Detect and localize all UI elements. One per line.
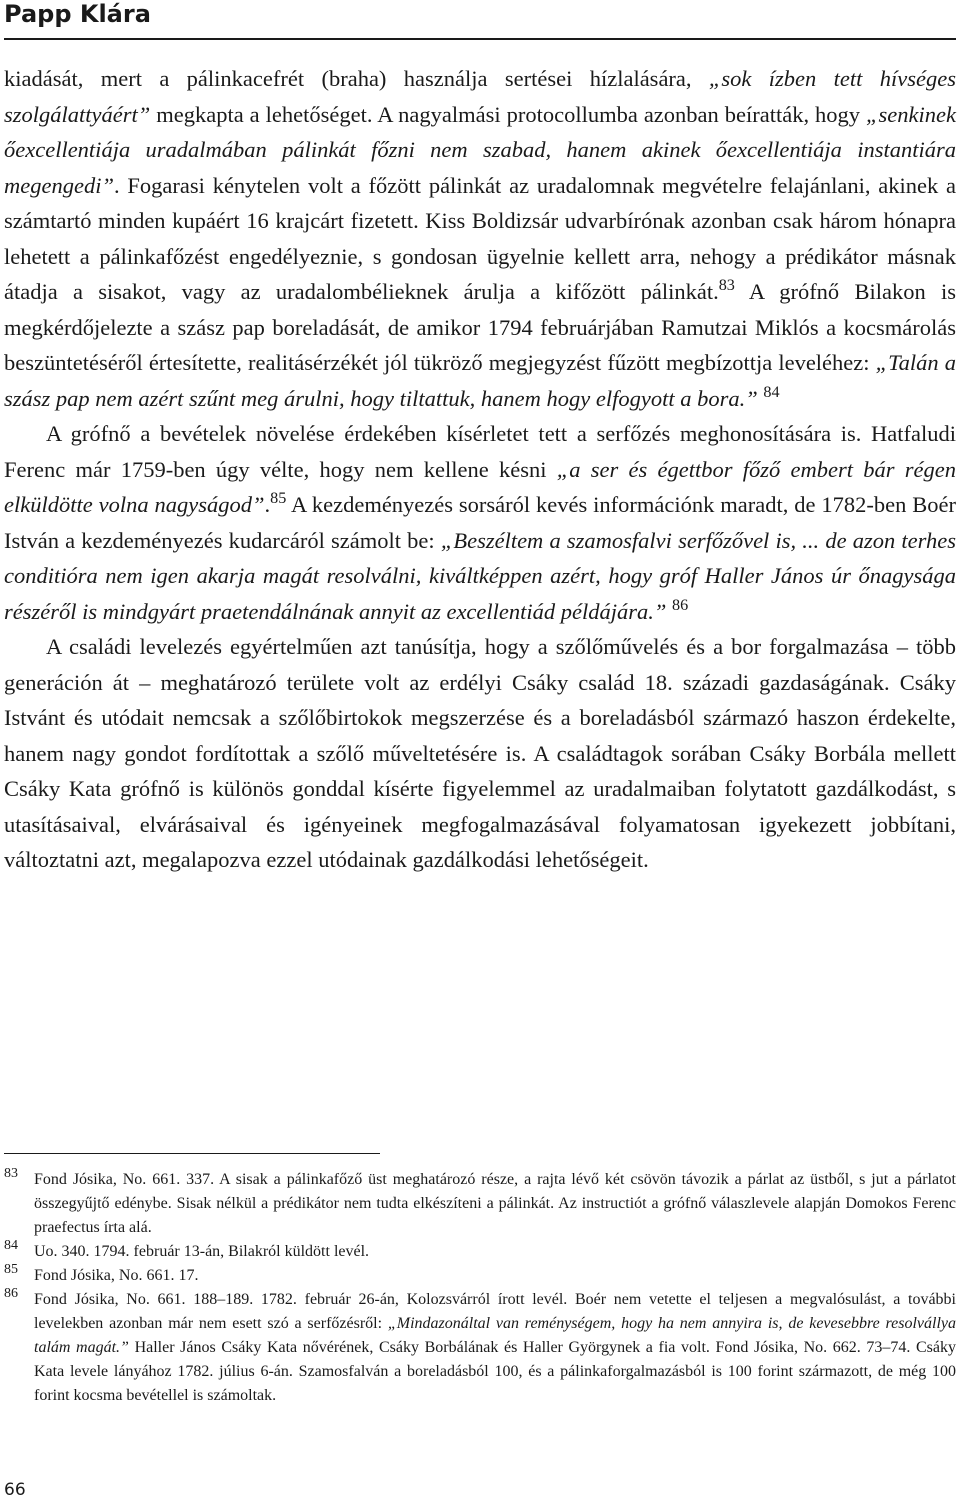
footnotes <box>4 1168 956 1408</box>
footnote-number: 83 <box>4 1166 18 1181</box>
quoted-text: „Mindazonáltal van reménységem, hogy ha nem annyira is, de kevesebbre resolvállya talám magát.” <box>34 1315 957 1356</box>
footnote-number: 85 <box>4 1262 18 1277</box>
footnote <box>4 1288 956 1408</box>
text-run: megkapta a lehetőséget. A nagyalmási protocollumba azonban beíratták, hogy <box>150 101 867 127</box>
footnote-number: 84 <box>4 1238 18 1253</box>
text-run: . Fogarasi kénytelen volt a főzött pálinkát az uradalomnak megvételre felajánlani, akinek a számtartó minden kupáért 16 krajcárt fizetett. Kiss Boldizsár udvarbírónak azonban csak három hónapra lehetett a pálinkafőzést engedélyeznie, s gondosan ügyelnie kellett arra, nehogy a prédikátor másnak átadja a sisakot, vagy az uradalombélieknek árulja a kifőzött pálinkát. <box>4 172 956 304</box>
text-run: Fond Jósika, No. 661. 17. <box>34 1267 199 1284</box>
footnote <box>4 1168 956 1240</box>
footnote-text <box>34 1291 956 1404</box>
text-run: A grófnő a bevételek növelése érdekében kísérletet tett a serfőzés meghonosítására is. Hatfaludi Ferenc már 1759-ben úgy vélte, hogy nem kellene késni <box>4 421 956 482</box>
quoted-text: „a ser és égettbor főző embert bár régen elküldötte volna nagyságod” <box>4 456 956 517</box>
body-text <box>4 61 956 878</box>
running-header <box>4 0 956 40</box>
footnote-text <box>34 1267 198 1284</box>
page-number: 66 <box>4 1480 26 1500</box>
text-run: A grófnő Bilakon is megkérdőjelezte a szász pap boreladását, de amikor 1794 februárjában Ramutzai Miklós a kocsmárolás beszüntetéséről értesítette, realitásérzékét jól tükröző megjegyzést fűzött megbízottja leveléhez: <box>4 279 956 375</box>
text-run: Fond Jósika, No. 661. 337. A sisak a pálinkafőző üst meghatározó része, a rajta lévő két csövön távozik a párlat az üstből, s jut a párlatot összegyűjtő edénybe. Sisak nélkül a prédikátor nem tudta elkészíteni a pálinkát. Az instructiót a grófnő válaszlevele alapján Domokos Ferenc praefectus írta alá. <box>34 1171 956 1236</box>
text-run: kiadását, mert a pálinkacefrét (braha) használja sertései hízlalására, <box>4 66 709 91</box>
footnote <box>4 1240 956 1264</box>
footnote-text <box>34 1243 369 1260</box>
text-run: A kezdeményezés sorsáról kevés információnk maradt, de 1782-ben Boér István a kezdeményezés kudarcáról számolt be: <box>4 492 956 553</box>
text-run: A családi levelezés egyértelműen azt tanúsítja, hogy a szőlőművelés és a bor forgalmazása – több generáción át – meghatározó területe volt az erdélyi Csáky család 18. századi gazdaságának. Csáky Istvánt és utódait nemcsak a szőlőbirtokok megszerzése és a boreladásból származó haszon érdekelte, hanem nagy gondot fordítottak a szőlő műveltetésére is. A családtagok sorában Csáky Borbála mellett Csáky Kata grófnő is különös gonddal kísérte figyelemmel az uradalmaiban folytatott gazdálkodást, s utasításaival, elvárásaival és igényeinek megfogalmazásával folyamatosan igyekezett jobbítani, változtatni azt, megalapozva ezzel utódainak gazdálkodási lehetőségeit. <box>4 634 956 872</box>
text-run: Fond Jósika, No. 661. 188–189. 1782. február 26-án, Kolozsvárról írott levél. Boér nem vetette el teljesen a megvalósulást, a további levelekben azonban már nem esett szó a serfőzésről: <box>34 1291 956 1332</box>
quoted-text: „senkinek őexcellentiája uradalmában pálinkát főzni nem szabad, hanem akinek őexcellentiája instantiára megengedi” <box>4 101 956 198</box>
footnote-ref: 84 <box>763 382 780 401</box>
text-run: Haller János Csáky Kata nővérének, Csáky Borbálának és Haller Györgynek a fia volt. Fond Jósika, No. 662. 73–74. Csáky Kata levele lányához 1782. július 6-án. Szamosfalván a boreladásból 100, és a pálinkaforgalmazásból is 100 forint származott, de még 100 forint kocsma bevétellel is számoltak. <box>34 1339 957 1404</box>
footnote <box>4 1264 956 1288</box>
quoted-text: „Beszéltem a szamosfalvi serfőzővel is, ... de azon terhes conditióra nem igen akarja magát resolválni, kiváltképpen azért, hogy gróf Haller János úr őnagysága részéről is mindgyárt praetendálnának annyit az excellentiád példájára.” <box>4 527 956 624</box>
paragraph <box>4 629 956 878</box>
footnote-number: 86 <box>4 1286 18 1301</box>
footnote-text <box>34 1171 956 1236</box>
footnote-separator <box>4 1153 380 1154</box>
paragraph <box>4 61 956 416</box>
paragraph <box>4 416 956 629</box>
text-run: . <box>264 492 271 517</box>
quoted-text: „sok ízben tett hívséges szolgálattyáért” <box>4 66 956 127</box>
footnote-ref: 85 <box>270 489 287 508</box>
footnote-ref: 86 <box>672 595 689 614</box>
quoted-text: „Talán a szász pap nem azért szűnt meg árulni, hogy tiltattuk, hanem hogy elfogyott a bora.” <box>4 350 956 411</box>
footnote-ref: 83 <box>718 276 735 295</box>
header-author: Papp Klára <box>4 0 151 28</box>
text-run: Uo. 340. 1794. február 13-án, Bilakról küldött levél. <box>34 1243 370 1260</box>
